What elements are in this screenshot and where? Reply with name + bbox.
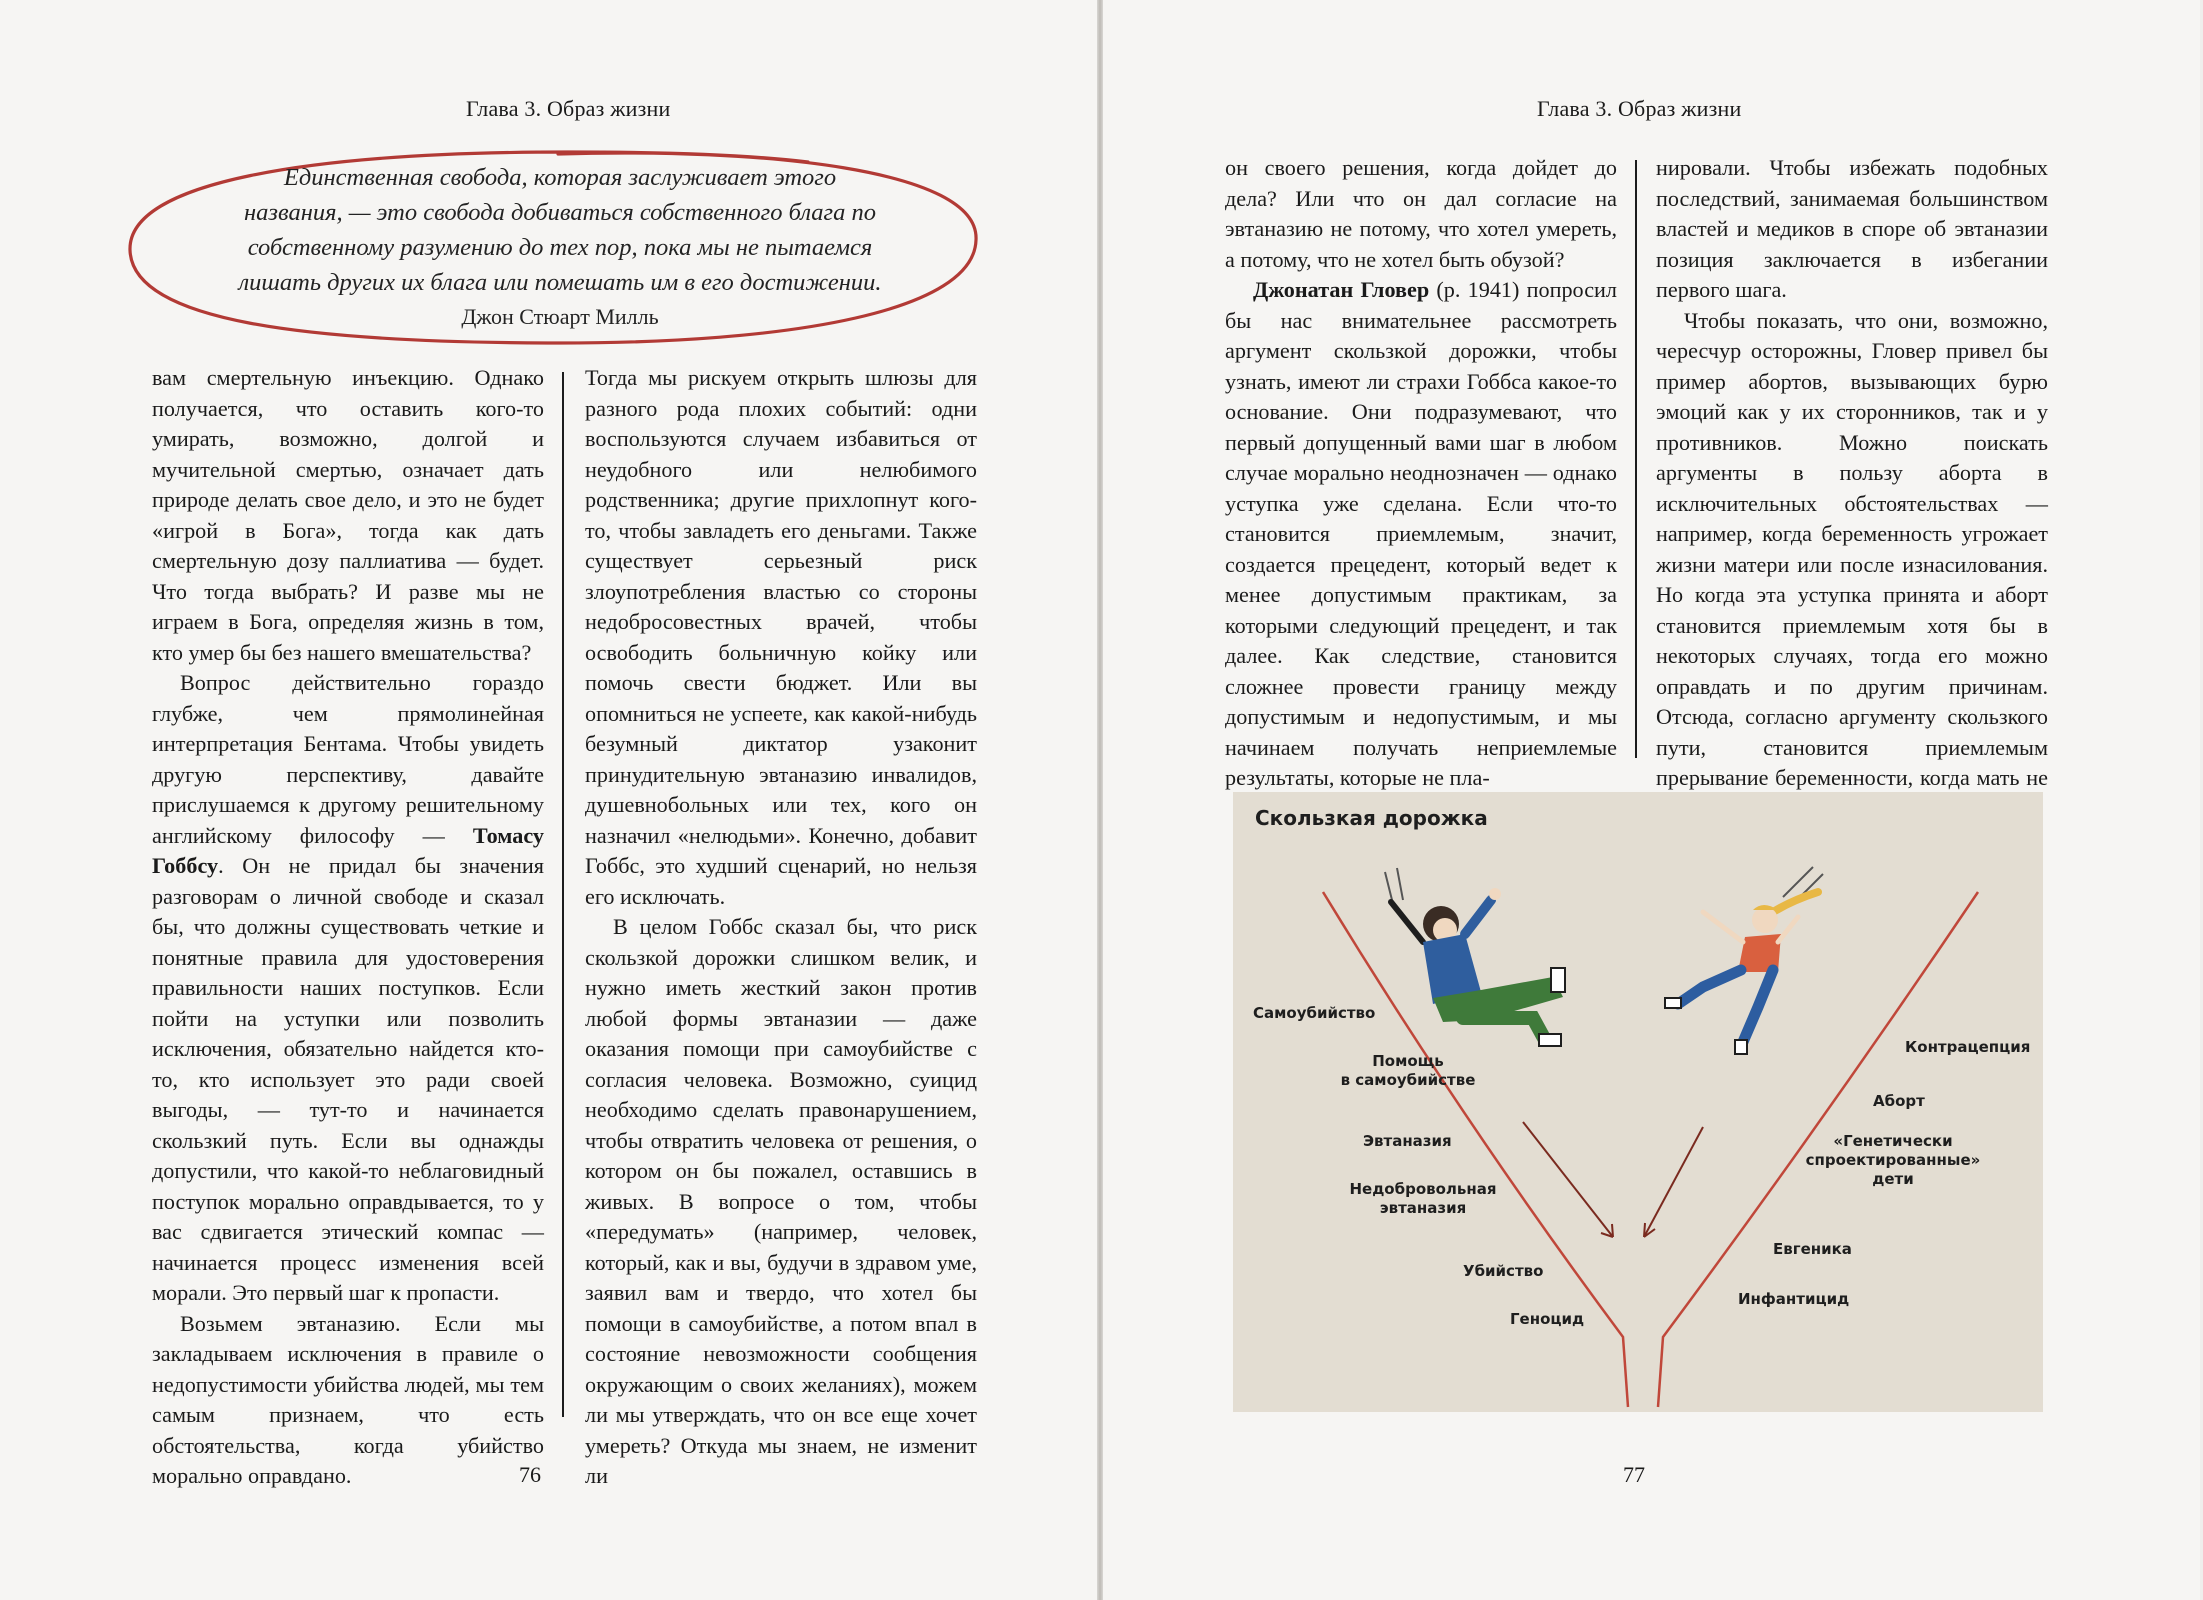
philosopher-name: Томасу Гоббсу xyxy=(152,822,544,878)
paragraph-text: (р. 1941) попросил бы нас внимательнее рассмотреть аргумент скользкой дорожки, чтобы узнать, имеют ли страхи Гоббса какое-то основание. Они подразумевают, что первый допущенный вами шаг в любом случае морально неоднозначен — однако уступка уже сделана. Если что-то становится приемлемым, значит, создается прецедент, который ведет к менее допустимым практикам, за которыми следующий прецедент, и так далее. Как следствие, становится сложнее провести границу между допустимым и недопустимым, и мы начинаем получать неприемлемые результаты, которые не пла- xyxy=(1225,277,1617,790)
philosopher-name: Джонатан Гловер xyxy=(1253,277,1430,302)
page-number: 77 xyxy=(1623,1462,1645,1487)
running-head: Глава 3. Образ жизни xyxy=(466,96,671,121)
label-left: Недобровольная эвтаназия xyxy=(1349,1180,1497,1217)
paragraph: Тогда мы рискуем открыть шлюзы для разного рода плохих событий: одни воспользуются случаем избавиться от неудобного или нелюбимого родственника; другие прихлопнут кого-то, чтобы завладеть его деньгами. Также существует серьезный риск злоупотребления властью со стороны недобросовестных врачей, чтобы освободить больничную койку или помочь свести бюджет. Или вы опомниться не успеете, как какой-нибудь безумный диктатор узаконит принудительную эвтаназию инвалидов, душевнобольных или тех, кого он назначил «нелюдьми». Конечно, добавит Гоббс, это худший сценарий, но нельзя его исключать. xyxy=(585,365,977,909)
label-right: «Генетически спроектированные» дети xyxy=(1805,1132,1981,1188)
label-left: Самоубийство xyxy=(1253,1004,1376,1022)
paragraph: он своего решения, когда дойдет до дела? Или что он дал согласие на эвтаназию не потому, что хотел умереть, а потому, что не хотел быть обузой? xyxy=(1225,155,1617,272)
illustration-title: Скользкая дорожка xyxy=(1255,806,1488,830)
right-page xyxy=(1103,0,2200,1600)
text-column-1 xyxy=(1225,153,1617,794)
running-head: Глава 3. Образ жизни xyxy=(1537,96,1742,121)
text-column-2 xyxy=(585,363,977,1492)
right-arrow xyxy=(1644,1127,1703,1237)
column-divider xyxy=(1635,160,1637,758)
label-left: Геноцид xyxy=(1510,1310,1585,1328)
falling-man-figure xyxy=(1385,868,1565,1046)
label-right: Евгеника xyxy=(1773,1240,1852,1258)
paragraph: В целом Гоббс сказал бы, что риск скользкой дорожки слишком велик, и нужно иметь жесткий закон против любой формы эвтаназии — даже оказания помощи при самоубийстве с согласия человека. Возможно, суицид необходимо сделать правонарушением, чтобы отвратить человека от решения, о котором он бы пожалел, оставшись в живых. В вопросе о том, чтобы «передумать» (например, человек, который, как и вы, будучи в здравом уме, заявил вам и твердо, что хотел бы помощи в самоубийстве, а потом впал в состояние невозможности сообщения окружающим о своих желаниях), можем ли мы утверждать, что он все еще хочет умереть? Откуда мы знаем, не изменит ли xyxy=(585,914,977,1488)
paragraph: нировали. Чтобы избежать подобных последствий, занимаемая большинством властей и медиков в споре об эвтаназии позиция заключается в избегании первого шага. xyxy=(1656,155,2048,302)
quote-line: собственному разумению до тех пор, пока мы не пытаемся xyxy=(247,234,873,261)
quote-line: лишать других их блага или помешать им в его достижении. xyxy=(238,269,882,296)
paragraph: Возьмем эвтаназию. Если мы закладываем исключения в правиле о недопустимости убийства людей, мы тем самым признаем, что есть обстоятельства, когда убийство морально оправдано. xyxy=(152,1310,544,1488)
quote-line: названия, — это свобода добиваться собственного блага по xyxy=(244,199,876,226)
label-left: Убийство xyxy=(1463,1262,1544,1280)
label-right: Контрацепция xyxy=(1905,1038,2031,1056)
text-column-1 xyxy=(152,363,544,1492)
text-column-2 xyxy=(1656,153,2048,824)
paragraph: вам смертельную инъекцию. Однако получается, что оставить кого-то умирать, возможно, долгой и мучительной смертью, означает дать природе делать свое дело, и это не будет «игрой в Бога», тогда как дать смертельную дозу паллиатива — будет. Что тогда выбрать? И разве мы не играем в Бога, определяя жизнь в том, кто умер бы без нашего вмешательства? xyxy=(152,365,544,665)
left-page xyxy=(0,0,1097,1600)
page-number: 76 xyxy=(519,1462,541,1487)
slippery-slope-illustration xyxy=(1233,792,2043,1412)
falling-girl-figure xyxy=(1665,867,1823,1054)
label-left: Эвтаназия xyxy=(1363,1132,1452,1150)
paragraph-text: Вопрос действительно гораздо глубже, чем прямолинейная интерпретация Бентама. Чтобы увидеть другую перспективу, давайте прислушаемся к другому решительному английскому философу — xyxy=(152,670,544,848)
quote-line: Единственная свобода, которая заслуживает этого xyxy=(283,164,837,191)
epigraph-quote xyxy=(165,160,955,330)
quote-author: Джон Стюарт Милль xyxy=(461,304,659,329)
label-right: Инфантицид xyxy=(1738,1290,1850,1308)
paragraph: Чтобы показать, что они, возможно, чересчур осторожны, Гловер привел бы пример абортов, вызывающих бурю эмоций как у их сторонников, так и у противников. Можно поискать аргументы в пользу аборта в исключительных обстоятельствах — например, когда беременность угрожает жизни матери или после изнасилования. Но когда эта уступка принята и аборт становится приемлемым хотя бы в некоторых случаях, тогда его можно оправдать и по другим причинам. Отсюда, согласно аргументу скользкого пути, становится приемлемым прерывание беременности, когда мать не xyxy=(1656,307,2048,790)
paragraph xyxy=(152,668,544,1309)
paragraph-text: . Он не придал бы значения разговорам о личной свободе и сказал бы, что должны существовать четкие и понятные правила для удостоверения правильности наших поступков. Если пойти на уступки или позволить исключения, обязательно найдется кто-то, кто использует это ради своей выгоды, — тут-то и начинается скользкий путь. Если вы однажды допустили, что какой-то неблаговидный поступок морально оправдывается, то у вас сдвигается этический компас — начинается процесс изменения всей морали. Это первый шаг к пропасти. xyxy=(152,853,544,1305)
column-divider xyxy=(562,372,564,1417)
paragraph xyxy=(1225,275,1617,794)
label-right: Аборт xyxy=(1873,1092,1925,1110)
label-left: Помощь в самоубийстве xyxy=(1340,1052,1476,1089)
